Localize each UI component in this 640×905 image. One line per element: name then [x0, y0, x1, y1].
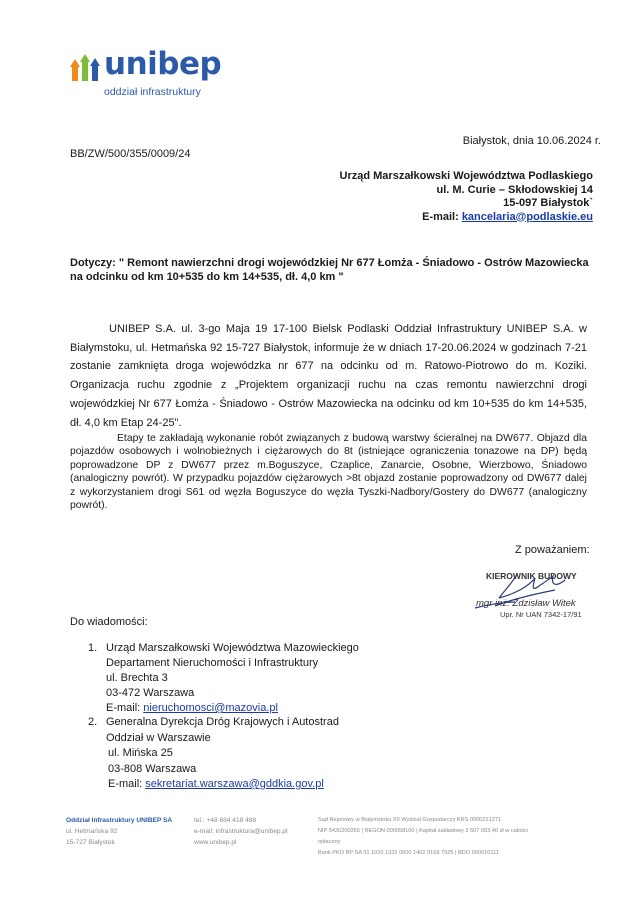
logo-arrows-icon	[70, 54, 104, 82]
cc-heading: Do wiadomości:	[70, 616, 148, 628]
company-logo	[70, 46, 222, 102]
cc-item-2	[88, 715, 488, 793]
cc-item-line3: ul. Brechta 3	[106, 672, 168, 684]
subject-text: " Remont nawierzchni drogi wojewódzkiej Nr 677 Łomża - Śniadowo - Ostrów Mazowiecka na odcinku od km 10+535 do km 14+535, dł. 4,0 km "	[70, 257, 589, 283]
signature-licence: Upr. Nr UAN 7342-17/91	[500, 610, 582, 619]
footer-bank: Bank PKO BP SA 31 1020 1332 0000 1402 0169 7925 | BDO 000010111	[318, 850, 499, 856]
cc-item-email-link[interactable]: nieruchomosci@mazovia.pl	[143, 702, 278, 714]
footer-street: ul. Hetmańska 92	[66, 828, 118, 835]
recipient-email-row	[233, 211, 593, 225]
closing-text: Z poważaniem:	[515, 544, 590, 556]
footer-company-name: Oddział Infrastruktury UNIBEP SA	[66, 817, 173, 824]
cc-item-line1: Urząd Marszałkowski Województwa Mazowieckiego	[106, 642, 359, 654]
recipient-block	[233, 170, 593, 224]
cc-item-email-label: E-mail:	[106, 702, 144, 714]
footer-website[interactable]: www.unibep.pl	[194, 839, 237, 846]
recipient-line2: ul. M. Curie – Skłodowskiej 14	[436, 183, 593, 196]
footer-nip: NIP 5430200355 | REGON 000058100 | Kapitał zakładowy 3 507 063,40 zł w całości	[318, 828, 528, 834]
cc-item-line2: Oddział w Warszawie	[106, 731, 211, 744]
cc-item-number: 2.	[88, 716, 98, 728]
cc-item-email-link[interactable]: sekretariat.warszawa@gddkia.gov.pl	[145, 778, 324, 790]
footer-capital: opłacony	[318, 839, 341, 845]
signature-stamp	[476, 568, 610, 628]
cc-item-number: 1.	[88, 642, 98, 654]
cc-item-email-label: E-mail:	[108, 778, 146, 790]
recipient-line3: 15-097 Białystok`	[503, 197, 593, 209]
place-date: Białystok, dnia 10.06.2024 r.	[462, 135, 601, 147]
reference-number: BB/ZW/500/355/0009/24	[70, 148, 191, 160]
cc-item-1	[88, 641, 488, 716]
logo-subtitle: oddział infrastruktury	[104, 86, 201, 98]
subject-label: Dotyczy:	[70, 257, 116, 269]
footer-court: Sąd Rejonowy w Białymstoku XII Wydział Gospodarczy KRS 0000231271	[318, 817, 502, 823]
signature-title: KIEROWNIK BUDOWY	[486, 571, 577, 581]
footer-legal	[318, 815, 588, 859]
footer-city: 15-727 Białystok	[66, 839, 115, 846]
footer-contact	[194, 815, 324, 848]
cc-item-line3: ul. Mińska 25	[108, 747, 173, 759]
recipient-email-link[interactable]: kancelaria@podlaskie.eu	[461, 210, 593, 223]
signature-name: mgr inż. Zdzisław Witek	[476, 598, 576, 609]
cc-item-line2: Departament Nieruchomości i Infrastruktury	[106, 657, 319, 669]
cc-item-line4: 03-472 Warszawa	[106, 687, 195, 699]
cc-item-line4: 03-808 Warszawa	[108, 762, 197, 775]
footer-email[interactable]: e-mail: infrastruktura@unibep.pl	[194, 828, 288, 835]
cc-item-line1: Generalna Dyrekcja Dróg Krajowych i Autostrad	[106, 716, 339, 728]
recipient-email-label: E-mail:	[422, 210, 462, 223]
body-paragraph-1: UNIBEP S.A. ul. 3-go Maja 19 17-100 Bielsk Podlaski Oddział Infrastruktury UNIBEP S.A. w Białymstoku, ul. Hetmańska 92 15-727 Białystok, informuje że w dniach 17-20.06.2024 w godzinach 7-21 zostanie zamknięta droga wojewódzka nr 677 na odcinku od m. Ratowo-Piotrowo do m. Koziki. Organizacja ruchu zgodnie z „Projektem organizacji ruchu na czas remontu nawierzchni drogi wojewódzkiej Nr 677 Łomża - Śniadowo - Ostrów Mazowiecka na odcinku od km 10+535 do km 14+535, dł. 4,0 km Etap 24-25".	[70, 323, 587, 429]
footer-phone: tel.: +48 684 418 488	[194, 817, 257, 824]
cc-item-email-row	[108, 777, 488, 793]
body-paragraph-2: Etapy te zakładają wykonanie robót związanych z budową warstwy ścieralnej na DW677. Objazd dla pojazdów osobowych i wolnobieżnych i ciężarowych do 8t (istniejące ograniczenia tonazowe na DP) będą poprowadzone DP z DW677 przez m.Boguszyce, Czaplice, Zanarcie, Osobne, Wierzbowo, Śniadowo (analogiczny powrót). W przypadku pojazdów ciężarowych >8t objazd zostanie poprowadzony od DW677 dalej z wykorzystaniem drogi S61 od węzła Boguszyce do węzła Tyszki-Nadbory/Gostery do DW677 (analogiczny powrót).	[70, 433, 587, 512]
subject	[70, 256, 595, 284]
cc-item-email-row	[106, 701, 488, 716]
recipient-line1: Urząd Marszałkowski Województwa Podlaskiego	[339, 170, 593, 182]
logo-word: unibep	[104, 46, 222, 82]
